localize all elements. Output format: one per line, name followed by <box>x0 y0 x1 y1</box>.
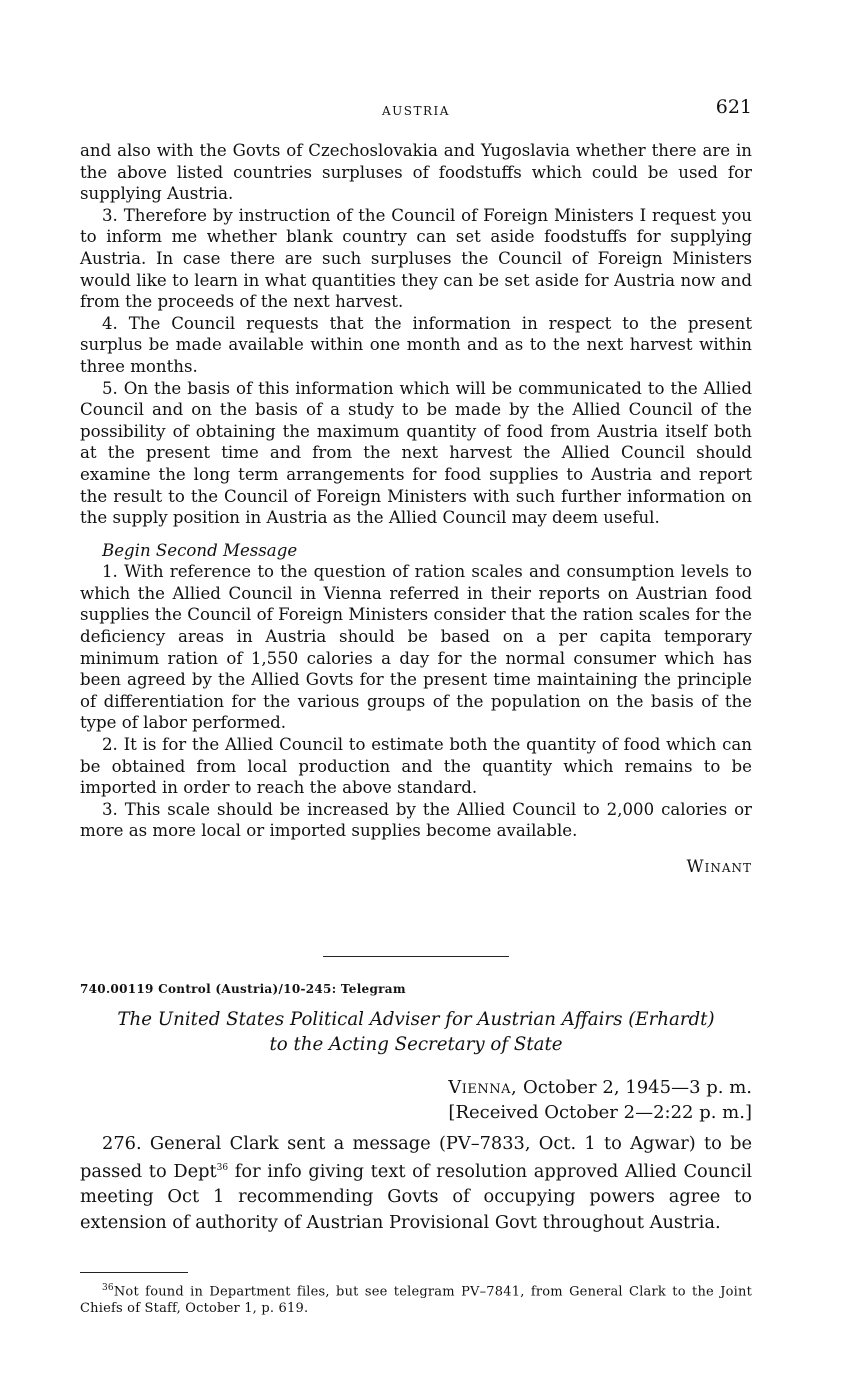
second-paragraph-2: 2. It is for the Allied Council to estimate both the quantity of food which can be obtained from local production and the quantity which remains to be imported in order to reach the above standard. <box>80 735 752 798</box>
second-paragraph-1: 1. With reference to the question of ration scales and consumption levels to which the Allied Council in Vienna referred in their reports on Austrian food supplies the Council of Foreign Ministers consider that the ration scales for the deficiency areas in Austria should be based on a per capita temporary minimum ration of 1,550 calories a day for the normal consumer which has been agreed by the Allied Govts for the present time maintaining the principle of differentiation for the various groups of the population on the basis of the type of labor performed. <box>80 562 752 733</box>
telegram-text <box>80 1131 752 1235</box>
document-page <box>80 0 752 1379</box>
second-message-heading: Begin Second Message <box>102 540 298 560</box>
telegram-text-start: 276. General Clark sent a message (PV–7833, Oct. 1 to Agwar) to be passed to Dept <box>80 1133 752 1183</box>
dateline-date: October 2, 1945—3 p. m. <box>522 1077 752 1098</box>
page-header <box>80 96 752 124</box>
running-head: AUSTRIA <box>382 104 450 118</box>
footnote-mark: 36 <box>102 1283 114 1293</box>
title-line-1: The United States Political Adviser for Austrian Affairs (Erhardt) <box>117 1009 715 1030</box>
page-number: 621 <box>715 96 752 118</box>
footnote <box>80 1280 752 1317</box>
footnote-divider <box>80 1272 188 1273</box>
section-divider <box>323 956 509 957</box>
paragraph-3: 3. Therefore by instruction of the Council of Foreign Ministers I request you to inform me whether blank country can set aside foodstuffs for supplying Austria. In case there are such surpluses the Council of Foreign Ministers would like to learn in what quantities they can be set aside for Austria now and from the proceeds of the next harvest. <box>80 205 752 312</box>
dateline <box>448 1076 752 1125</box>
dateline-place: Vienna, <box>448 1077 518 1098</box>
telegram-text-end: for info giving text of resolution approved Allied Council meeting Oct 1 recommending Govts of occupying powers agree to extension of authority of Austrian Provisional Govt throughout Austria. <box>80 1161 753 1233</box>
dateline-place-date <box>448 1076 752 1101</box>
signature: Winant <box>686 857 752 876</box>
title-line-2: to the Acting Secretary of State <box>269 1033 563 1055</box>
document-title <box>80 1008 752 1057</box>
second-paragraph-3: 3. This scale should be increased by the Allied Council to 2,000 calories or more as more local or imported supplies become available. <box>80 799 752 841</box>
paragraph-5: 5. On the basis of this information which will be communicated to the Allied Council and on the basis of a study to be made by the Allied Council of the possibility of obtaining the maximum quantity of food from Austria itself both at the present time and from the next harvest the Allied Council should examine the long term arrangements for food supplies to Austria and report the result to the Council of Foreign Ministers with such further information on the supply position in Austria as the Allied Council may deem useful. <box>80 378 752 528</box>
file-reference: 740.00119 Control (Austria)/10-245: Telegram <box>80 982 406 996</box>
message-body <box>80 140 752 878</box>
footnote-text: Not found in Department files, but see telegram PV–7841, from General Clark to the Joint Chiefs of Staff, October 1, p. 619. <box>80 1284 752 1317</box>
received-line: [Received October 2—2:22 p. m.] <box>448 1101 752 1123</box>
footnote-reference[interactable]: 36 <box>216 1163 229 1174</box>
paragraph-continued: and also with the Govts of Czechoslovakia and Yugoslavia whether there are in the above listed countries surpluses of foodstuffs which could be used for supplying Austria. <box>80 141 752 204</box>
paragraph-4: 4. The Council requests that the information in respect to the present surplus be made available within one month and as to the next harvest within three months. <box>80 313 752 376</box>
